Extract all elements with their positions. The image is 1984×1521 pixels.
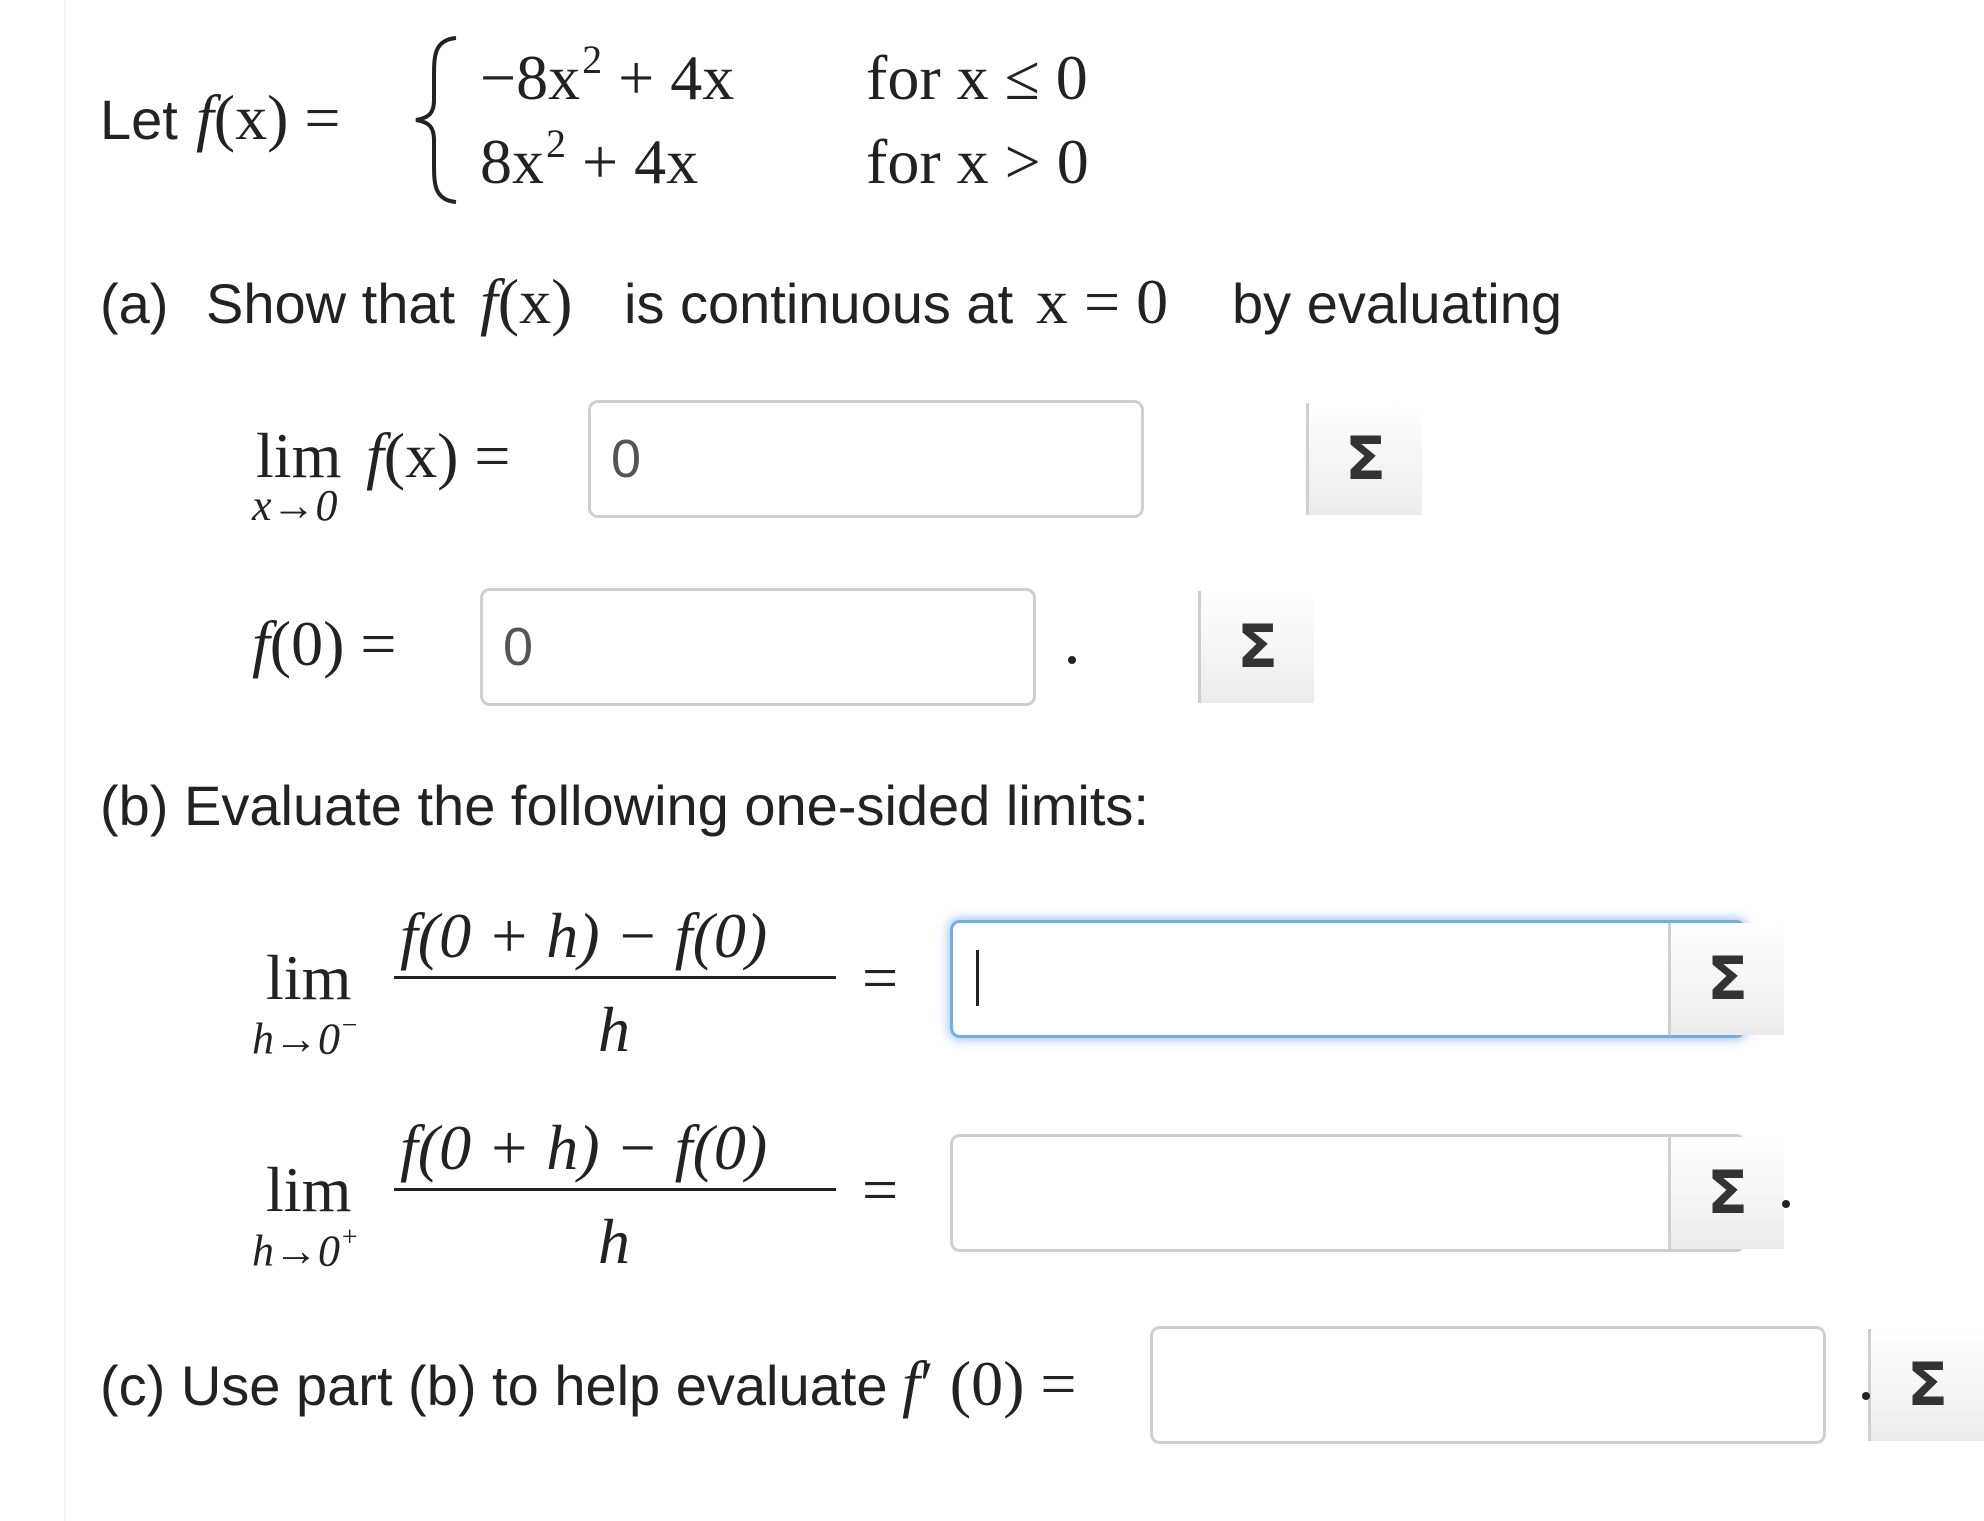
part-c-f-symbol: f: [902, 1348, 920, 1419]
right-limit-equals: =: [862, 1154, 899, 1225]
part-a-text-mid: is continuous at: [624, 272, 1014, 335]
right-limit-fraction-bar: [394, 1188, 836, 1191]
part-c-input[interactable]: [1153, 1329, 1868, 1441]
right-limit-subscript: [252, 1222, 359, 1276]
left-limit-sub-sign: −: [340, 1010, 359, 1041]
period-mark: [1782, 1200, 1790, 1208]
definition-lhs: [196, 82, 341, 153]
right-limit-equation-editor-button[interactable]: Σ: [1668, 1137, 1784, 1249]
left-limit-equals: =: [862, 942, 899, 1013]
left-limit-sub-text: h→0: [252, 1014, 340, 1064]
limit-a-input[interactable]: [591, 403, 1306, 515]
text-caret: [976, 950, 979, 1006]
limit-a-equation-editor-button[interactable]: Σ: [1306, 403, 1422, 515]
case2-expression: [480, 121, 699, 197]
right-limit-numerator: f(0 + h) − f(0): [400, 1112, 768, 1183]
left-limit-fraction-bar: [394, 976, 836, 979]
part-a-fx: [480, 266, 573, 337]
limit-a-answer-field[interactable]: [588, 400, 1386, 518]
right-limit-sub-text: h→0: [252, 1226, 340, 1276]
right-limit-denominator: h: [598, 1206, 630, 1277]
limit-a-expr: (x) =: [383, 420, 511, 491]
period-mark: [1068, 656, 1076, 664]
left-limit-input[interactable]: [953, 923, 1668, 1035]
part-a-condition: x = 0: [1036, 266, 1169, 337]
limit-a-subscript: x→0: [252, 481, 338, 530]
right-limit-sub-sign: +: [340, 1222, 359, 1253]
part-a-text-after: by evaluating: [1232, 272, 1563, 335]
f0-expression: [252, 608, 397, 679]
part-a-f-symbol: f: [480, 266, 498, 337]
part-c-expression: [902, 1348, 1077, 1419]
case1-expr-exponent: 2: [582, 37, 603, 82]
part-c-equation-editor-button[interactable]: Σ: [1868, 1329, 1984, 1441]
case2-expr-tail: + 4x: [566, 126, 699, 197]
left-limit-subscript: [252, 1010, 359, 1064]
part-a-text-before: Show that: [206, 272, 456, 335]
case1-expression: [480, 37, 735, 113]
definition-arg: (x) =: [213, 82, 341, 153]
f0-input[interactable]: [483, 591, 1198, 703]
right-limit-answer-field[interactable]: [950, 1134, 1746, 1252]
limit-a-expression: [366, 420, 511, 491]
part-c-text: (c) Use part (b) to help evaluate: [100, 1354, 888, 1417]
left-limit-equation-editor-button[interactable]: Σ: [1668, 923, 1784, 1035]
case1-expr-tail: + 4x: [602, 42, 735, 113]
f-symbol: f: [196, 82, 214, 153]
f0-answer-field[interactable]: [480, 588, 1278, 706]
part-a-fx-arg: (x): [497, 266, 573, 337]
part-c-answer-field[interactable]: [1150, 1326, 1948, 1444]
case1-expr-base: −8x: [480, 42, 581, 113]
limit-a-f-symbol: f: [366, 420, 384, 491]
part-b-text: (b) Evaluate the following one-sided limits:: [100, 774, 1149, 837]
left-limit-denominator: h: [598, 994, 630, 1065]
left-brace-icon: [408, 34, 464, 206]
left-limit-numerator: f(0 + h) − f(0): [400, 900, 768, 971]
f0-equation-editor-button[interactable]: Σ: [1198, 591, 1314, 703]
f0-expr: (0) =: [269, 608, 397, 679]
case2-condition: for x > 0: [866, 126, 1089, 197]
case2-expr-exponent: 2: [546, 121, 566, 166]
left-margin-rule: [64, 0, 66, 1521]
case2-expr-base: 8x: [480, 126, 544, 197]
part-a-label: (a): [100, 272, 169, 335]
period-mark: [1862, 1392, 1870, 1400]
let-label: Let: [100, 88, 178, 151]
left-limit-lim: lim: [266, 942, 352, 1013]
limit-a-lim: lim: [256, 420, 342, 491]
right-limit-lim: lim: [266, 1154, 352, 1225]
right-limit-input[interactable]: [953, 1137, 1668, 1249]
left-limit-answer-field[interactable]: [950, 920, 1746, 1038]
case1-condition: for x ≤ 0: [866, 42, 1088, 113]
f0-f-symbol: f: [252, 608, 270, 679]
part-c-expr: ′ (0) =: [919, 1348, 1077, 1419]
